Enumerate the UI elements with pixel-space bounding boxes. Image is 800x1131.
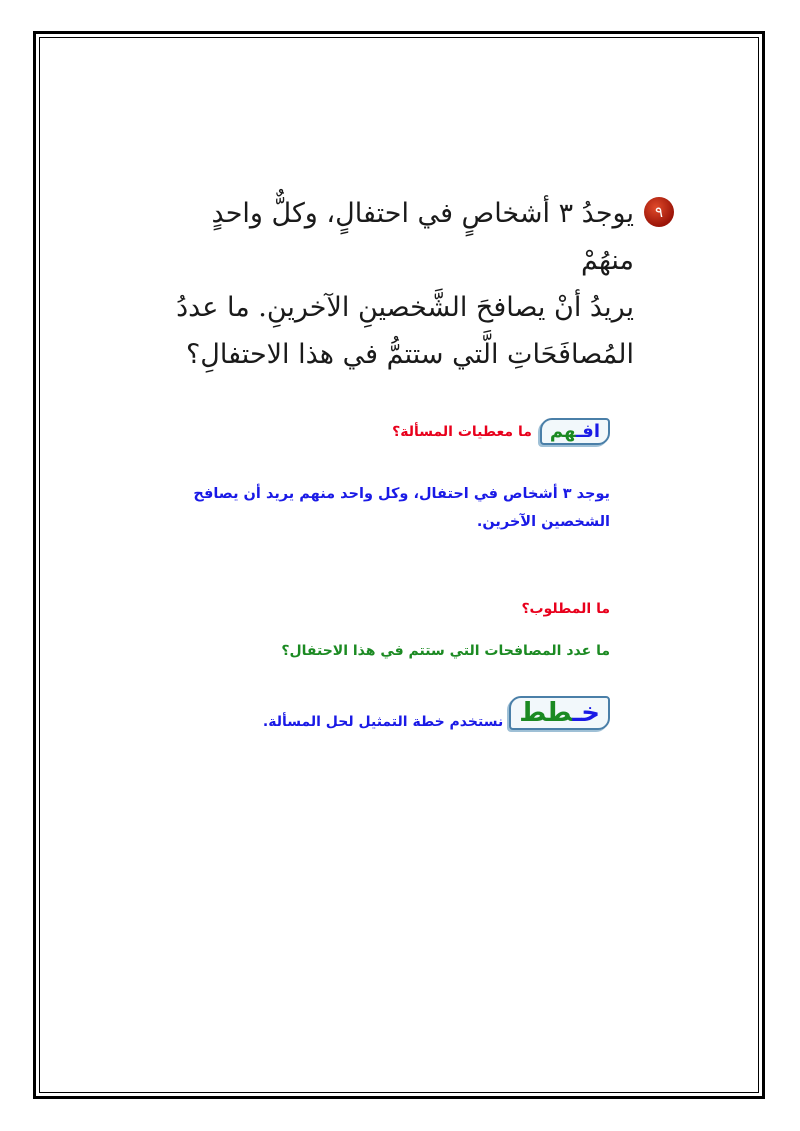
plan-tag-part1: خـ: [572, 698, 600, 728]
plan-row: [263, 696, 610, 730]
required-answer: ما عدد المصافحات التي ستتم في هذا الاحتفال؟: [281, 643, 610, 659]
problem-line-2: يريدُ أنْ يصافحَ الشَّخصينِ الآخرينِ. ما عددُ: [176, 292, 634, 323]
understand-tag: [540, 418, 610, 445]
required-question: ما المطلوب؟: [521, 601, 610, 617]
problem-number: ٩: [654, 203, 664, 221]
problem-line-1: يوجدُ ٣ أشخاصٍ في احتفالٍ، وكلٌّ واحدٍ منهُمْ: [211, 198, 634, 276]
understand-tag-part2: هم: [549, 421, 576, 442]
understand-answer: يوجد ٣ أشخاص في احتفال، وكل واحد منهم يريد أن يصافح الشخصين الآخرين.: [193, 486, 610, 530]
plan-tag: [509, 696, 610, 730]
problem-number-badge: [644, 197, 674, 227]
plan-text: نستخدم خطة التمثيل لحل المسألة.: [262, 714, 504, 730]
problem-statement: [154, 190, 634, 378]
understand-tag-part1: افـ: [575, 421, 600, 442]
understand-row: [392, 418, 610, 445]
understand-question: ما معطيات المسألة؟: [392, 423, 532, 440]
problem-line-3: المُصافَحَاتِ الَّتي ستتمُّ في هذا الاحتفالِ؟: [185, 339, 634, 370]
plan-tag-part2: طط: [519, 698, 573, 728]
